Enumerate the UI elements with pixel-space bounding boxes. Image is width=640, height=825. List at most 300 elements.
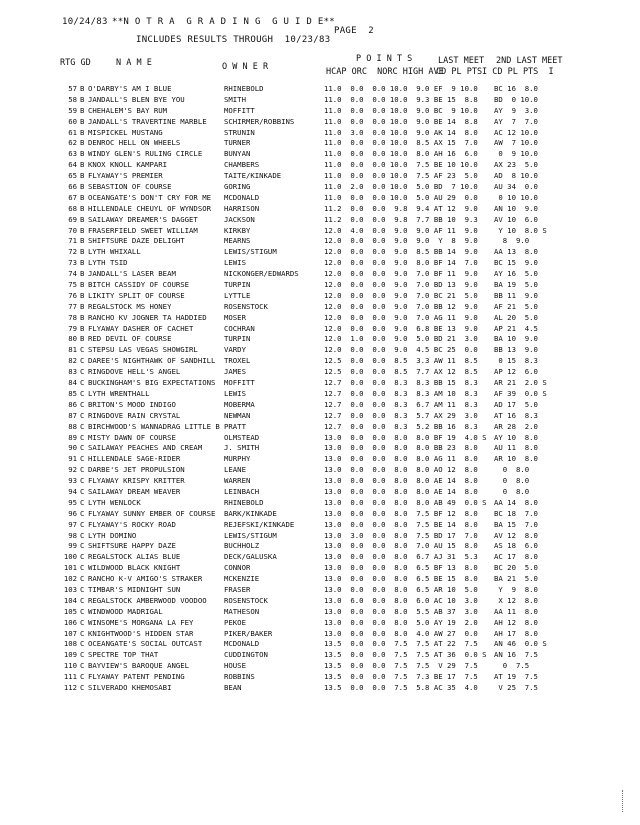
table-row — [0, 531, 640, 542]
points-cell: 12.7 0.0 0.0 8.3 8.3 AM 10 8.3 — [324, 388, 478, 398]
second-last-meet-cell: 0 8.0 — [494, 476, 530, 486]
second-last-meet-cell: AA 13 8.0 — [494, 247, 538, 257]
table-row — [0, 182, 640, 193]
table-row — [0, 487, 640, 498]
col-name: N A M E — [116, 58, 152, 68]
second-last-meet-cell: AR 10 8.0 — [494, 454, 538, 464]
col-points-cols: HCAP ORC NORC HIGH AVE — [326, 67, 444, 77]
second-last-meet-cell: AD 17 5.0 — [494, 399, 538, 409]
points-cell: 12.5 0.0 0.0 8.5 3.3 AW 11 8.5 — [324, 356, 478, 366]
table-row — [0, 618, 640, 629]
owner-cell: TURPIN — [224, 334, 251, 344]
table-row — [0, 607, 640, 618]
grade-cell: B — [80, 149, 85, 159]
report-title: **N O T R A G R A D I N G G U I D E** — [112, 17, 336, 27]
points-cell: 12.0 0.0 0.0 9.0 9.0 Y 8 9.0 — [324, 236, 478, 246]
col-last-meet-cols: CD PL PTS — [436, 67, 483, 77]
rating-cell: 106 — [63, 617, 77, 627]
second-last-meet-cell: AC 17 8.0 — [494, 552, 538, 562]
table-row — [0, 389, 640, 400]
owner-cell: MCDONALD — [224, 192, 260, 202]
dog-name-cell: FLYAWAY KRISPY KRITTER — [88, 476, 185, 486]
second-last-meet-cell: AY 10 8.0 — [494, 432, 538, 442]
grade-cell: C — [80, 639, 85, 649]
table-row — [0, 258, 640, 269]
points-cell: 12.0 0.0 0.0 9.0 7.0 BB 12 9.0 — [324, 301, 478, 311]
dog-name-cell: STEPSU LAS VEGAS SHOWGIRL — [88, 345, 198, 355]
rating-cell: 84 — [68, 378, 77, 388]
table-row — [0, 291, 640, 302]
points-cell: 12.5 0.0 0.0 8.5 7.7 AX 12 8.5 — [324, 367, 478, 377]
points-cell: 13.0 6.0 0.0 8.0 6.0 AC 10 3.0 — [324, 595, 478, 605]
rating-cell: 75 — [68, 280, 77, 290]
owner-cell: BUCHHOLZ — [224, 541, 260, 551]
table-row — [0, 498, 640, 509]
grade-cell: B — [80, 323, 85, 333]
grade-cell: C — [80, 508, 85, 518]
grade-cell: C — [80, 552, 85, 562]
dog-name-cell: FLYAWAY PATENT PENDING — [88, 672, 185, 682]
dog-name-cell: RED DEVIL OF COURSE — [88, 334, 172, 344]
grade-cell: C — [80, 454, 85, 464]
grade-cell: C — [80, 378, 85, 388]
dog-name-cell: FLYAWAY DASHER OF CACHET — [88, 323, 194, 333]
grade-cell: B — [80, 171, 85, 181]
rating-cell: 88 — [68, 421, 77, 431]
second-last-meet-cell: BC 20 5.0 — [494, 563, 538, 573]
points-cell: 13.0 0.0 0.0 8.0 4.0 AW 27 0.0 — [324, 628, 478, 638]
second-last-meet-cell: BC 16 8.0 — [494, 84, 538, 93]
table-row — [0, 672, 640, 683]
grade-cell: C — [80, 628, 85, 638]
second-last-meet-cell: BD 0 10.0 — [494, 94, 538, 104]
table-row — [0, 171, 640, 182]
rating-cell: 69 — [68, 214, 77, 224]
rating-cell: 64 — [68, 160, 77, 170]
rating-cell: 108 — [63, 639, 77, 649]
points-cell: 12.7 0.0 0.0 8.3 6.7 AM 11 8.3 — [324, 399, 478, 409]
second-last-meet-cell: AT 19 7.5 — [494, 672, 538, 682]
dog-name-cell: LYTH TSID — [88, 258, 128, 268]
dog-name-cell: WILDWOOD BLACK KNIGHT — [88, 563, 181, 573]
dog-name-cell: WINDY GLEN'S RULING CIRCLE — [88, 149, 203, 159]
points-cell: 11.0 0.0 0.0 10.0 7.5 AF 23 5.0 — [324, 171, 478, 181]
table-row — [0, 128, 640, 139]
grade-cell: B — [80, 138, 85, 148]
second-last-meet-cell: Y 9 8.0 — [494, 584, 538, 594]
dog-name-cell: KNOX KNOLL KAMPARI — [88, 160, 168, 170]
points-cell: 13.0 0.0 0.0 8.0 5.0 AY 19 2.0 — [324, 617, 478, 627]
rating-cell: 83 — [68, 367, 77, 377]
second-last-meet-cell: AP 12 6.0 — [494, 367, 538, 377]
col-2nd-last-meet-cols: I CD PL PTS I — [482, 67, 554, 77]
grade-cell: C — [80, 367, 85, 377]
owner-cell: MATHESON — [224, 606, 260, 616]
rating-cell: 98 — [68, 530, 77, 540]
points-cell: 13.5 0.0 0.0 7.5 7.3 BE 17 7.5 — [324, 672, 478, 682]
dog-name-cell: SPECTRE TOP THAT — [88, 650, 159, 660]
owner-cell: LEANE — [224, 465, 246, 475]
points-cell: 13.0 0.0 0.0 8.0 8.0 AG 11 8.0 — [324, 454, 478, 464]
rating-cell: 93 — [68, 476, 77, 486]
dog-name-cell: JANDALL'S LASER BEAM — [88, 269, 176, 279]
table-row — [0, 95, 640, 106]
table-row — [0, 149, 640, 160]
points-cell: 11.0 0.0 0.0 10.0 5.0 AU 29 0.0 — [324, 192, 478, 202]
table-row — [0, 236, 640, 247]
grade-cell: B — [80, 312, 85, 322]
rating-cell: 68 — [68, 203, 77, 213]
dog-name-cell: BUCKINGHAM'S BIG EXPECTATIONS — [88, 378, 216, 388]
table-row — [0, 509, 640, 520]
table-row — [0, 138, 640, 149]
points-cell: 13.5 0.0 0.0 7.5 5.8 AC 35 4.0 — [324, 682, 478, 692]
second-last-meet-cell: 0 9 10.0 — [494, 149, 538, 159]
dog-name-cell: FLYAWAY'S ROCKY ROAD — [88, 519, 176, 529]
owner-cell: FRASER — [224, 584, 251, 594]
second-last-meet-cell: AX 23 5.0 — [494, 160, 538, 170]
table-row — [0, 574, 640, 585]
grade-cell: B — [80, 334, 85, 344]
rating-cell: 91 — [68, 454, 77, 464]
owner-cell: VARDY — [224, 345, 246, 355]
second-last-meet-cell: AV 10 6.0 — [494, 214, 538, 224]
rating-cell: 94 — [68, 486, 77, 496]
table-row — [0, 117, 640, 128]
table-row — [0, 204, 640, 215]
points-cell: 12.0 0.0 0.0 9.0 7.0 BD 13 9.0 — [324, 280, 478, 290]
owner-cell: MCKENZIE — [224, 574, 260, 584]
grade-cell: C — [80, 356, 85, 366]
rating-cell: 95 — [68, 497, 77, 507]
table-row — [0, 661, 640, 672]
rating-cell: 111 — [63, 672, 77, 682]
rating-cell: 67 — [68, 192, 77, 202]
table-row — [0, 454, 640, 465]
second-last-meet-cell: 0 8.0 — [494, 465, 530, 475]
second-last-meet-cell: BA 19 5.0 — [494, 280, 538, 290]
dog-name-cell: REGALSTOCK MS HONEY — [88, 301, 172, 311]
grade-cell: C — [80, 519, 85, 529]
dog-name-cell: SILVERADO KHEMOSABI — [88, 682, 172, 692]
grade-cell: C — [80, 574, 85, 584]
table-row — [0, 650, 640, 661]
second-last-meet-cell: AF 39 0.0 S — [494, 388, 547, 398]
owner-cell: RHINEBOLD — [224, 497, 264, 507]
rating-cell: 85 — [68, 388, 77, 398]
rating-cell: 86 — [68, 399, 77, 409]
rating-cell: 82 — [68, 356, 77, 366]
col-owner: O W N E R — [222, 62, 269, 72]
dog-name-cell: LIKITY SPLIT OF COURSE — [88, 290, 185, 300]
points-cell: 13.5 0.0 0.0 7.5 7.5 V 29 7.5 — [324, 661, 478, 671]
points-cell: 11.0 2.0 0.0 10.0 5.0 BD 7 10.0 — [324, 182, 478, 192]
table-row — [0, 596, 640, 607]
rating-cell: 76 — [68, 290, 77, 300]
dog-name-cell: SHIFTSURE DAZE DELIGHT — [88, 236, 185, 246]
second-last-meet-cell: AH 12 8.0 — [494, 617, 538, 627]
grade-cell: C — [80, 682, 85, 692]
points-cell: 11.0 0.0 0.0 10.0 9.0 BC 9 10.0 — [324, 105, 478, 115]
table-row — [0, 160, 640, 171]
second-last-meet-cell: BC 18 7.0 — [494, 508, 538, 518]
grade-cell: C — [80, 672, 85, 682]
grade-cell: C — [80, 486, 85, 496]
rating-cell: 62 — [68, 138, 77, 148]
second-last-meet-cell: AD 8 10.0 — [494, 171, 538, 181]
owner-cell: LEWIS — [224, 258, 246, 268]
rating-cell: 80 — [68, 334, 77, 344]
dog-name-cell: WINDWOOD MADRIGAL — [88, 606, 163, 616]
table-row — [0, 193, 640, 204]
rating-cell: 105 — [63, 606, 77, 616]
second-last-meet-cell: 0 8.0 — [494, 486, 530, 496]
dog-name-cell: LYTH WHIXALL — [88, 247, 141, 257]
grade-cell: C — [80, 399, 85, 409]
rating-cell: 100 — [63, 552, 77, 562]
points-cell: 12.0 0.0 0.0 9.0 8.5 BB 14 9.0 — [324, 247, 478, 257]
dog-name-cell: BRITON'S MOOD INDIGO — [88, 399, 176, 409]
dog-name-cell: MISPICKEL MUSTANG — [88, 127, 163, 137]
grade-cell: C — [80, 595, 85, 605]
grade-cell: C — [80, 443, 85, 453]
points-cell: 13.0 0.0 0.0 8.0 5.5 AB 37 3.0 — [324, 606, 478, 616]
owner-cell: COCHRAN — [224, 323, 255, 333]
rating-cell: 90 — [68, 443, 77, 453]
owner-cell: GORING — [224, 182, 251, 192]
points-cell: 12.7 0.0 0.0 8.3 8.3 BB 15 8.3 — [324, 378, 478, 388]
second-last-meet-cell: AH 17 8.0 — [494, 628, 538, 638]
table-row — [0, 334, 640, 345]
points-cell: 12.0 0.0 0.0 9.0 4.5 BC 25 0.0 — [324, 345, 478, 355]
owner-cell: BUNYAN — [224, 149, 251, 159]
owner-cell: LEINBACH — [224, 486, 260, 496]
grade-cell: C — [80, 421, 85, 431]
points-cell: 13.0 0.0 0.0 8.0 7.0 AU 15 8.0 — [324, 541, 478, 551]
col-2nd-last-meet-title: 2ND LAST MEET — [496, 56, 563, 66]
rating-cell: 92 — [68, 465, 77, 475]
dog-name-cell: BAYVIEW'S BAROQUE ANGEL — [88, 661, 190, 671]
grading-table — [0, 84, 640, 694]
second-last-meet-cell: BA 10 9.0 — [494, 334, 538, 344]
owner-cell: STRUNIN — [224, 127, 255, 137]
second-last-meet-cell: BB 13 9.0 — [494, 345, 538, 355]
grade-cell: C — [80, 606, 85, 616]
second-last-meet-cell: BA 15 7.0 — [494, 519, 538, 529]
grade-cell: C — [80, 584, 85, 594]
points-cell: 11.0 3.0 0.0 10.0 9.0 AK 14 8.0 — [324, 127, 478, 137]
second-last-meet-cell: Y 10 8.0 S — [494, 225, 547, 235]
table-row — [0, 465, 640, 476]
grade-cell: B — [80, 192, 85, 202]
table-row — [0, 443, 640, 454]
rating-cell: 77 — [68, 301, 77, 311]
dog-name-cell: MISTY DAWN OF COURSE — [88, 432, 176, 442]
rating-cell: 73 — [68, 258, 77, 268]
dog-name-cell: JANDALL'S BLEN BYE YOU — [88, 94, 185, 104]
owner-cell: BARK/KINKADE — [224, 508, 277, 518]
owner-cell: ROBBINS — [224, 672, 255, 682]
owner-cell: J. SMITH — [224, 443, 260, 453]
table-row — [0, 639, 640, 650]
second-last-meet-cell: AN 10 9.0 — [494, 203, 538, 213]
table-row — [0, 324, 640, 335]
owner-cell: TAITE/KINKADE — [224, 171, 282, 181]
rating-cell: 57 — [68, 84, 77, 93]
owner-cell: MOFFITT — [224, 105, 255, 115]
grade-cell: B — [80, 247, 85, 257]
dog-name-cell: WINSOME'S MORGANA LA FEY — [88, 617, 194, 627]
dog-name-cell: SAILAWAY PEACHES AND CREAM — [88, 443, 203, 453]
grade-cell: C — [80, 563, 85, 573]
points-cell: 13.5 0.0 0.0 7.5 7.5 AT 22 7.5 — [324, 639, 478, 649]
grade-cell: C — [80, 410, 85, 420]
rating-cell: 79 — [68, 323, 77, 333]
owner-cell: MOBERMA — [224, 399, 255, 409]
owner-cell: SCHIRMER/ROBBINS — [224, 116, 295, 126]
points-cell: 13.0 0.0 0.0 8.0 6.5 AR 10 5.0 — [324, 584, 478, 594]
points-cell: 11.0 0.0 0.0 10.0 9.0 BE 14 8.8 — [324, 116, 478, 126]
dog-name-cell: REGALSTOCK ALIAS BLUE — [88, 552, 181, 562]
grade-cell: C — [80, 432, 85, 442]
rating-cell: 65 — [68, 171, 77, 181]
rating-cell: 72 — [68, 247, 77, 257]
second-last-meet-cell: 8 9.0 — [494, 236, 530, 246]
owner-cell: PRATT — [224, 421, 246, 431]
table-row — [0, 84, 640, 95]
points-cell: 11.0 0.0 0.0 10.0 8.0 AH 16 6.0 — [324, 149, 478, 159]
rating-cell: 59 — [68, 105, 77, 115]
second-last-meet-cell: AU 34 0.0 — [494, 182, 538, 192]
grade-cell: B — [80, 225, 85, 235]
dog-name-cell: BIRCHWOOD'S WANNADRAG LITTLE B — [88, 421, 220, 431]
grade-cell: B — [80, 116, 85, 126]
owner-cell: LEWIS/STIGUM — [224, 530, 277, 540]
dog-name-cell: HILLENDALE CHEUYL OF WYNDSOR — [88, 203, 212, 213]
rating-cell: 63 — [68, 149, 77, 159]
dog-name-cell: BITCH CASSIDY OF COURSE — [88, 280, 190, 290]
second-last-meet-cell: AN 16 7.5 — [494, 650, 538, 660]
table-row — [0, 520, 640, 531]
rating-cell: 66 — [68, 182, 77, 192]
owner-cell: PIKER/BAKER — [224, 628, 273, 638]
table-row — [0, 683, 640, 694]
table-row — [0, 313, 640, 324]
owner-cell: TURPIN — [224, 280, 251, 290]
table-row — [0, 422, 640, 433]
col-rtg-gd: RTG GD — [60, 58, 91, 68]
grade-cell: B — [80, 84, 85, 93]
grade-cell: B — [80, 301, 85, 311]
owner-cell: MCDONALD — [224, 639, 260, 649]
second-last-meet-cell: AL 20 5.0 — [494, 312, 538, 322]
grade-cell: C — [80, 465, 85, 475]
rating-cell: 96 — [68, 508, 77, 518]
points-cell: 13.0 0.0 0.0 8.0 6.5 BF 13 8.0 — [324, 563, 478, 573]
table-row — [0, 302, 640, 313]
points-cell: 13.0 0.0 0.0 8.0 8.0 AB 49 0.0 S — [324, 497, 487, 507]
table-row — [0, 215, 640, 226]
table-row — [0, 345, 640, 356]
second-last-meet-cell: 0 15 8.3 — [494, 356, 538, 366]
second-last-meet-cell: AP 21 4.5 — [494, 323, 538, 333]
rating-cell: 107 — [63, 628, 77, 638]
points-cell: 11.0 0.0 0.0 10.0 9.3 BE 15 8.8 — [324, 94, 478, 104]
owner-cell: CHAMBERS — [224, 160, 260, 170]
owner-cell: MOSER — [224, 312, 246, 322]
second-last-meet-cell: AW 7 10.0 — [494, 138, 538, 148]
second-last-meet-cell: V 25 7.5 — [494, 682, 538, 692]
owner-cell: ROSENSTOCK — [224, 595, 268, 605]
second-last-meet-cell: AC 12 10.0 — [494, 127, 538, 137]
grade-cell: B — [80, 290, 85, 300]
dog-name-cell: JANDALL'S TRAVERTINE MARBLE — [88, 116, 207, 126]
owner-cell: RHINEBOLD — [224, 84, 264, 93]
table-row — [0, 563, 640, 574]
dog-name-cell: FLYAWAY'S PREMIER — [88, 171, 163, 181]
dog-name-cell: DENROC HELL ON WHEELS — [88, 138, 181, 148]
owner-cell: SMITH — [224, 94, 246, 104]
dog-name-cell: LYTH WENLOCK — [88, 497, 141, 507]
points-cell: 12.0 0.0 0.0 9.0 7.0 BF 11 9.0 — [324, 269, 478, 279]
owner-cell: NICKONGER/EDWARDS — [224, 269, 299, 279]
scan-mark — [622, 790, 628, 812]
owner-cell: HOUSE — [224, 661, 246, 671]
second-last-meet-cell: AU 11 8.0 — [494, 443, 538, 453]
points-cell: 12.0 0.0 0.0 9.0 8.0 BF 14 7.0 — [324, 258, 478, 268]
dog-name-cell: O'DARBY'S AM I BLUE — [88, 84, 172, 93]
second-last-meet-cell: AY 16 5.0 — [494, 269, 538, 279]
points-cell: 12.0 1.0 0.0 9.0 5.0 BD 21 3.0 — [324, 334, 478, 344]
dog-name-cell: FRASERFIELD SWEET WILLIAM — [88, 225, 198, 235]
table-row — [0, 356, 640, 367]
grade-cell: B — [80, 203, 85, 213]
grade-cell: C — [80, 650, 85, 660]
dog-name-cell: OCEANGATE'S DON'T CRY FOR ME — [88, 192, 212, 202]
second-last-meet-cell: AA 11 8.0 — [494, 606, 538, 616]
rating-cell: 58 — [68, 94, 77, 104]
report-date: 10/24/83 — [62, 17, 108, 27]
grade-cell: C — [80, 388, 85, 398]
points-cell: 12.0 0.0 0.0 9.0 7.0 BC 21 5.0 — [324, 290, 478, 300]
second-last-meet-cell: AT 16 8.3 — [494, 410, 538, 420]
points-cell: 12.0 0.0 0.0 9.0 6.8 BE 13 9.0 — [324, 323, 478, 333]
rating-cell: 97 — [68, 519, 77, 529]
dog-name-cell: RINGDOVE HELL'S ANGEL — [88, 367, 181, 377]
points-cell: 13.0 0.0 0.0 8.0 8.0 AO 12 8.0 — [324, 465, 478, 475]
table-row — [0, 269, 640, 280]
dog-name-cell: DARBE'S JET PROPULSION — [88, 465, 185, 475]
owner-cell: JACKSON — [224, 214, 255, 224]
owner-cell: CONNOR — [224, 563, 251, 573]
rating-cell: 112 — [63, 682, 77, 692]
points-cell: 13.0 3.0 0.0 8.0 7.5 BD 17 7.0 — [324, 530, 478, 540]
owner-cell: ROSENSTOCK — [224, 301, 268, 311]
points-cell: 12.7 0.0 0.0 8.3 5.7 AX 29 3.0 — [324, 410, 478, 420]
owner-cell: TURNER — [224, 138, 251, 148]
second-last-meet-cell: AY 7 7.0 — [494, 116, 538, 126]
grade-cell: B — [80, 182, 85, 192]
points-cell: 13.0 0.0 0.0 8.0 6.5 BE 15 8.0 — [324, 574, 478, 584]
dog-name-cell: CHEHALEM'S BAY RUM — [88, 105, 168, 115]
rating-cell: 87 — [68, 410, 77, 420]
dog-name-cell: HILLENDALE SAGE-RIDER — [88, 454, 181, 464]
second-last-meet-cell: AN 46 0.0 S — [494, 639, 547, 649]
second-last-meet-cell: AA 14 8.0 — [494, 497, 538, 507]
rating-cell: 74 — [68, 269, 77, 279]
owner-cell: WARREN — [224, 476, 251, 486]
owner-cell: MOFFITT — [224, 378, 255, 388]
